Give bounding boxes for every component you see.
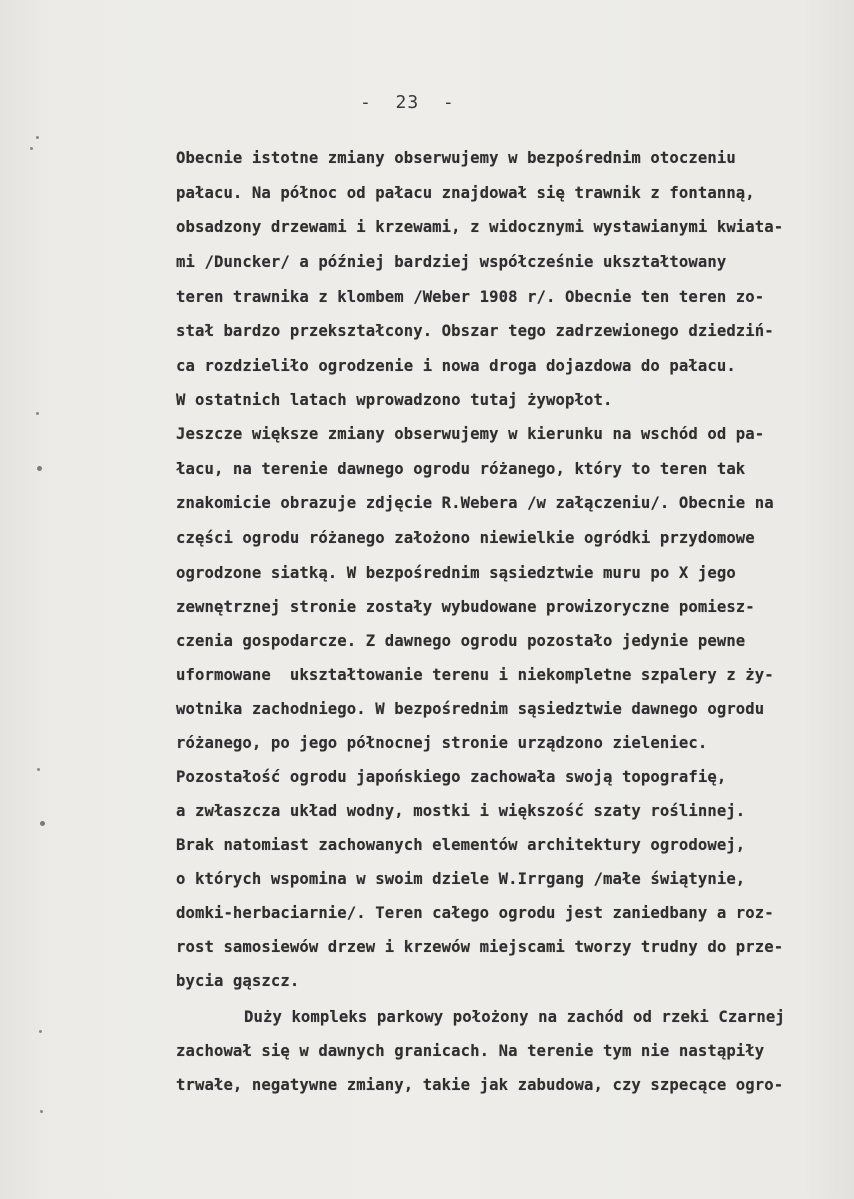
paragraph-3-line-1: Duży kompleks parkowy położony na zachód od rzeki Czarnej <box>244 1008 785 1026</box>
paragraph-2-line-6: zewnętrznej stronie zostały wybudowane prowizoryczne pomiesz- <box>176 598 755 616</box>
paragraph-2-line-1: Jeszcze większe zmiany obserwujemy w kierunku na wschód od pa- <box>176 425 765 443</box>
paragraph-1-line-8: W ostatnich latach wprowadzono tutaj żywopłot. <box>176 391 613 409</box>
paragraph-2-line-2: łacu, na terenie dawnego ogrodu różanego, który to teren tak <box>176 460 746 478</box>
margin-mark <box>36 136 39 139</box>
paragraph-1-line-6: stał bardzo przekształcony. Obszar tego zadrzewionego dziedziń- <box>176 322 774 340</box>
paragraph-2-line-5: ogrodzone siatką. W bezpośrednim sąsiedztwie muru po X jego <box>176 564 736 582</box>
paragraph-2-line-9: wotnika zachodniego. W bezpośrednim sąsiedztwie dawnego ogrodu <box>176 700 765 718</box>
paragraph-2-line-16: rost samosiewów drzew i krzewów miejscami tworzy trudny do prze- <box>176 938 784 956</box>
paragraph-2-line-11: Pozostałość ogrodu japońskiego zachowała swoją topografię, <box>176 768 727 786</box>
paragraph-2-line-8: uformowane ukształtowanie terenu i niekompletne szpalery z ży- <box>176 666 774 684</box>
paragraph-1-line-7: ca rozdzieliło ogrodzenie i nowa droga dojazdowa do pałacu. <box>176 357 736 375</box>
margin-mark <box>36 412 39 415</box>
paragraph-3-line-3: trwałe, negatywne zmiany, takie jak zabudowa, czy szpecące ogro- <box>176 1076 784 1094</box>
paragraph-1-line-2: pałacu. Na północ od pałacu znajdował się trawnik z fontanną, <box>176 184 755 202</box>
paragraph-2-line-14: o których wspomina w swoim dziele W.Irrgang /małe świątynie, <box>176 870 746 888</box>
margin-mark <box>40 1110 43 1113</box>
paragraph-1-line-3: obsadzony drzewami i krzewami, z widocznymi wystawianymi kwiata- <box>176 218 784 236</box>
paragraph-3-line-2: zachował się w dawnych granicach. Na terenie tym nie nastąpiły <box>176 1042 765 1060</box>
paragraph-2-line-7: czenia gospodarcze. Z dawnego ogrodu pozostało jedynie pewne <box>176 632 746 650</box>
margin-mark <box>37 768 40 771</box>
paragraph-2-line-10: różanego, po jego północnej stronie urządzono zieleniec. <box>176 734 708 752</box>
margin-mark <box>30 147 33 150</box>
paragraph-2-line-15: domki-herbaciarnie/. Teren całego ogrodu jest zaniedbany a roz- <box>176 904 774 922</box>
paragraph-2-line-17: bycia gąszcz. <box>176 972 300 990</box>
paragraph-1-line-4: mi /Duncker/ a później bardziej współcześnie ukształtowany <box>176 253 727 271</box>
margin-mark <box>40 821 45 826</box>
paragraph-2-line-12: a zwłaszcza układ wodny, mostki i większość szaty roślinnej. <box>176 802 746 820</box>
margin-mark <box>37 466 42 471</box>
paragraph-2-line-13: Brak natomiast zachowanych elementów architektury ogrodowej, <box>176 836 746 854</box>
page-number: - 23 - <box>360 92 455 113</box>
paragraph-2-line-3: znakomicie obrazuje zdjęcie R.Webera /w załączeniu/. Obecnie na <box>176 494 774 512</box>
paragraph-1-line-5: teren trawnika z klombem /Weber 1908 r/. Obecnie ten teren zo- <box>176 288 765 306</box>
paragraph-2-line-4: części ogrodu różanego założono niewielkie ogródki przydomowe <box>176 529 755 547</box>
margin-mark <box>39 1030 42 1033</box>
paragraph-1-line-1: Obecnie istotne zmiany obserwujemy w bezpośrednim otoczeniu <box>176 149 736 167</box>
